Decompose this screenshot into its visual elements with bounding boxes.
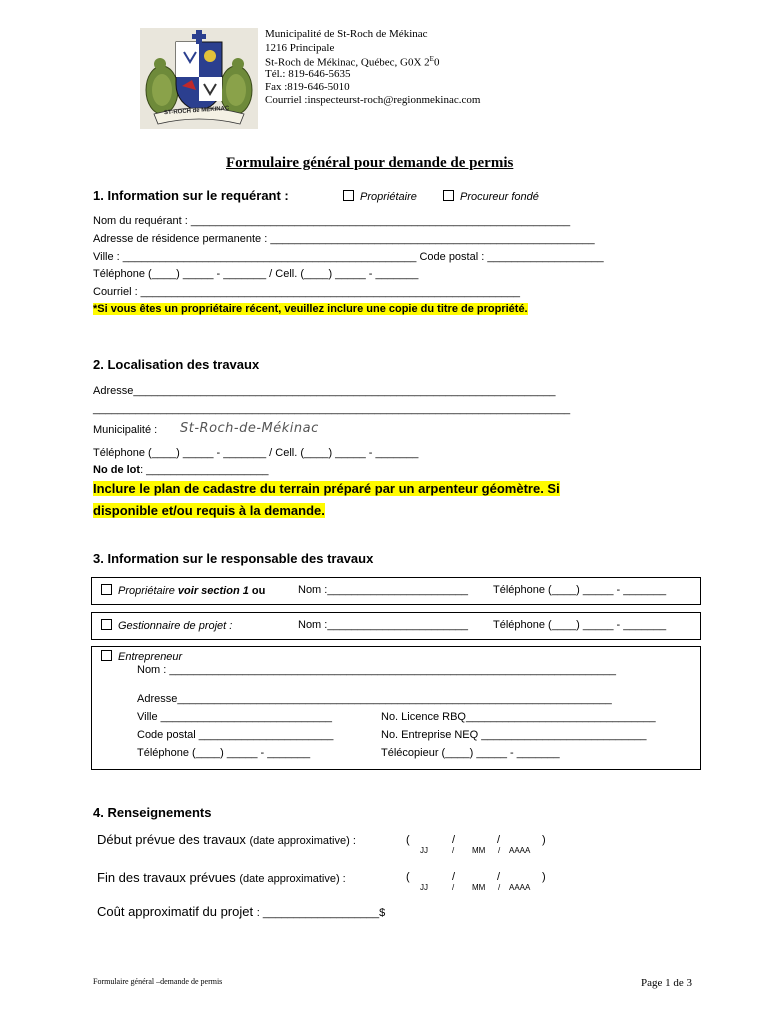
municipality-logo <box>140 28 258 129</box>
contractor-option[interactable]: Entrepreneur <box>101 650 182 663</box>
section4-heading: 4. Renseignements <box>93 805 212 820</box>
owner-notice: *Si vous êtes un propriétaire récent, veuillez inclure une copie du titre de propriété. <box>93 303 528 315</box>
end-year-hint: AAAA <box>509 883 531 892</box>
applicant-city-field[interactable]: Ville : ________________________________________________ Code postal : ___________________ <box>93 251 604 263</box>
end-date-close: ) <box>542 871 546 883</box>
header-phone: Tél.: 819-646-5635 <box>265 68 351 80</box>
contractor-rbq-field[interactable]: No. Licence RBQ_______________________________ <box>381 711 656 723</box>
end-date-slash1: / <box>452 871 456 883</box>
start-date-open: ( <box>406 834 410 846</box>
proxy-checkbox[interactable] <box>443 190 454 201</box>
end-date-open: ( <box>406 871 410 883</box>
start-date-slash2: / <box>497 834 501 846</box>
owner-label: Propriétaire <box>360 191 417 203</box>
cadastre-notice-line2: disponible et/ou requis à la demande. <box>93 503 325 518</box>
contractor-name-field[interactable]: Nom : _________________________________________________________________________ <box>137 664 616 676</box>
project-manager-phone-field[interactable]: Téléphone (____) _____ - _______ <box>493 619 667 631</box>
contractor-postal-field[interactable]: Code postal ______________________ <box>137 729 334 741</box>
end-date-slash2: / <box>497 871 501 883</box>
end-date-label: Fin des travaux prévues (date approximative) : <box>97 870 346 885</box>
applicant-email-field[interactable]: Courriel : ______________________________________________________________ <box>93 286 520 298</box>
footer-form-name: Formulaire général –demande de permis <box>93 977 223 986</box>
work-address-field[interactable]: Adresse_____________________________________________________________________ <box>93 385 556 397</box>
owner-responsible-name-field[interactable]: Nom :_______________________ <box>298 584 469 596</box>
page-number: Page 1 de 3 <box>641 977 693 989</box>
start-month-hint: MM <box>472 846 486 855</box>
cadastre-notice-line1: Inclure le plan de cadastre du terrain préparé par un arpenteur géomètre. Si <box>93 481 560 496</box>
header-fax: Fax :819-646-5010 <box>265 81 350 93</box>
owner-checkbox[interactable] <box>343 190 354 201</box>
contractor-fax-field[interactable]: Télécopieur (____) _____ - _______ <box>381 747 560 759</box>
owner-option[interactable] <box>343 190 417 203</box>
project-manager-option[interactable]: Gestionnaire de projet : <box>101 619 232 632</box>
applicant-name-field[interactable]: Nom du requérant : ______________________________________________________________ <box>93 215 571 227</box>
header-address: 1216 Principale <box>265 42 335 54</box>
owner-responsible-phone-field[interactable]: Téléphone (____) _____ - _______ <box>493 584 667 596</box>
form-title: Formulaire général pour demande de permis <box>226 155 514 171</box>
start-year-hint: AAAA <box>509 846 531 855</box>
municipality-label: Municipalité : <box>93 424 158 436</box>
logo-banner-text: ST-ROCH de MÉKINAC <box>163 105 230 117</box>
contractor-city-field[interactable]: Ville ____________________________ <box>137 711 332 723</box>
applicant-phone-field[interactable]: Téléphone (____) _____ - _______ / Cell. (____) _____ - _______ <box>93 268 419 280</box>
section2-heading: 2. Localisation des travaux <box>93 357 260 372</box>
header-email: Courriel :inspecteurst-roch@regionmekinac.com <box>265 94 481 106</box>
work-address-line2[interactable]: ______________________________________________________________________________ <box>93 403 571 415</box>
applicant-address-field[interactable]: Adresse de résidence permanente : _____________________________________________________ <box>93 233 595 245</box>
start-hint-slash1: / <box>452 846 455 855</box>
start-hint-slash2: / <box>498 846 501 855</box>
end-day-hint: JJ <box>420 883 428 892</box>
contractor-neq-field[interactable]: No. Entreprise NEQ ___________________________ <box>381 729 647 741</box>
proxy-option[interactable] <box>443 190 539 203</box>
start-date-slash1: / <box>452 834 456 846</box>
cost-field[interactable]: Coût approximatif du projet : ___________________$ <box>97 904 386 919</box>
owner-responsible-option[interactable]: Propriétaire voir section 1 ou <box>101 584 265 597</box>
header-municipality: Municipalité de St-Roch de Mékinac <box>265 28 428 40</box>
work-phone-field[interactable]: Téléphone (____) _____ - _______ / Cell. (____) _____ - _______ <box>93 447 419 459</box>
start-day-hint: JJ <box>420 846 428 855</box>
contractor-checkbox[interactable] <box>101 650 112 661</box>
proxy-label: Procureur fondé <box>460 191 539 203</box>
section3-heading: 3. Information sur le responsable des travaux <box>93 551 374 566</box>
project-manager-checkbox[interactable] <box>101 619 112 630</box>
contractor-address-field[interactable]: Adresse_______________________________________________________________________ <box>137 693 612 705</box>
section1-heading: 1. Information sur le requérant : <box>93 188 289 203</box>
lot-number-field[interactable]: No de lot: ____________________ <box>93 464 269 476</box>
project-manager-name-field[interactable]: Nom :_______________________ <box>298 619 469 631</box>
contractor-phone-field[interactable]: Téléphone (____) _____ - _______ <box>137 747 311 759</box>
lot-label: No de lot <box>93 464 141 476</box>
owner-responsible-checkbox[interactable] <box>101 584 112 595</box>
start-date-close: ) <box>542 834 546 846</box>
municipality-value[interactable]: St-Roch-de-Mékinac <box>180 421 319 436</box>
end-hint-slash1: / <box>452 883 455 892</box>
end-month-hint: MM <box>472 883 486 892</box>
header-city: St-Roch de Mékinac, Québec, G0X $2^E0$ <box>265 55 440 69</box>
start-date-label: Début prévue des travaux (date approximative) : <box>97 832 356 847</box>
end-hint-slash2: / <box>498 883 501 892</box>
